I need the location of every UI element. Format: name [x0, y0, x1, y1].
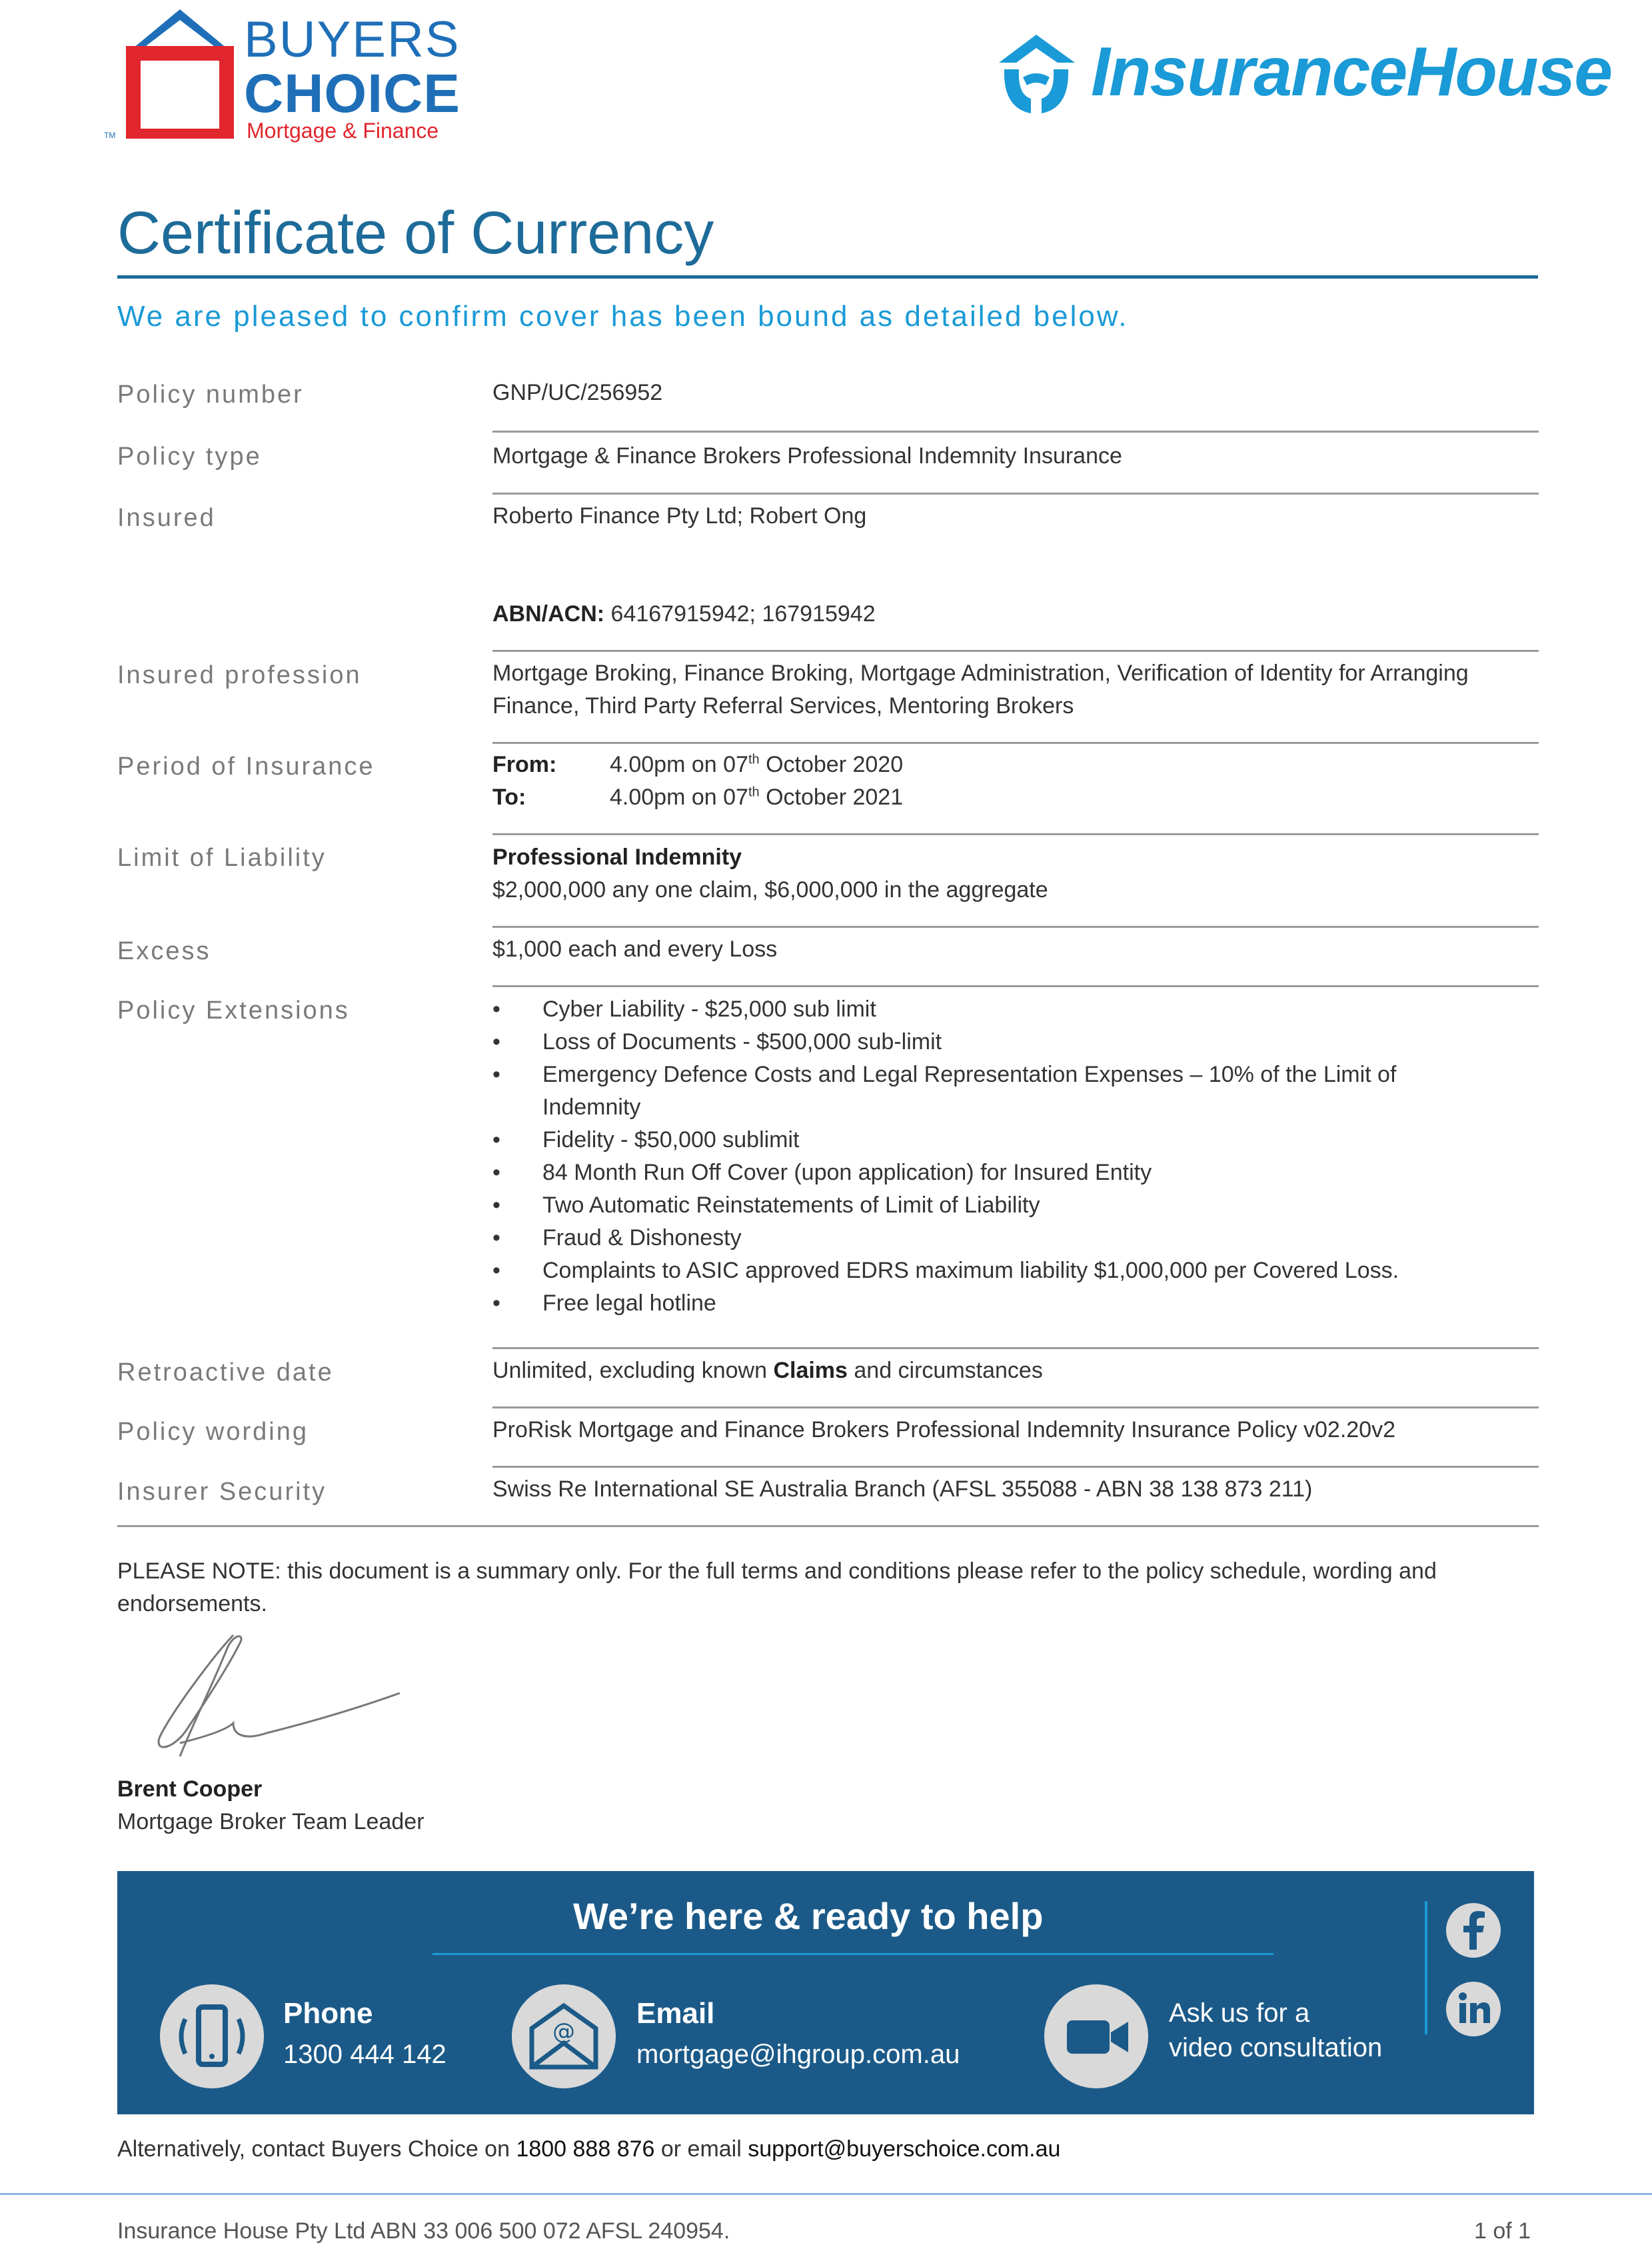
title-divider [117, 275, 1538, 279]
facebook-icon[interactable] [1446, 1903, 1501, 1958]
linkedin-icon[interactable] [1446, 1982, 1501, 2036]
from-date-prefix: 4.00pm on 07 [610, 752, 748, 777]
phone-label: Phone [283, 1997, 373, 2030]
list-item: • Complaints to ASIC approved EDRS maximum liability $1,000,000 per Covered Loss. [492, 1254, 1452, 1287]
retro-value [492, 1354, 1539, 1387]
excess-value: $1,000 each and every Loss [492, 937, 778, 962]
list-item: • Emergency Defence Costs and Legal Representation Expenses – 10% of the Limit of Indemnity [492, 1059, 1452, 1124]
abn-row [492, 598, 1539, 631]
period-label: Period of Insurance [117, 753, 375, 781]
page-number: 1 of 1 [1474, 2218, 1531, 2244]
buyers-choice-line3: Mortgage & Finance [247, 119, 439, 143]
video-line2[interactable]: video consultation [1169, 2033, 1383, 2062]
profession-value: Mortgage Broking, Finance Broking, Mortgage Administration, Verification of Identity for Arranging Finance, Third Party Referral Services, Mentoring Brokers [492, 661, 1469, 719]
alt-contact-email[interactable]: support@buyerschoice.com.au [748, 2136, 1061, 2162]
alt-contact-prefix: Alternatively, contact Buyers Choice on [117, 2136, 516, 2162]
row-divider [492, 431, 1539, 433]
period-from-row [492, 749, 1539, 781]
alternative-contact [117, 2136, 1060, 2162]
row-divider [492, 1466, 1539, 1468]
retro-suffix: and circumstances [847, 1358, 1043, 1383]
email-label: Email [636, 1997, 715, 2030]
row-divider [492, 1347, 1539, 1349]
banner-vertical-divider [1425, 1901, 1427, 2034]
list-item: • Fidelity - $50,000 sublimit [492, 1124, 1452, 1156]
house-logo-icon [120, 5, 240, 139]
banner-divider [432, 1953, 1273, 1955]
buyers-choice-line2: CHOICE [244, 63, 460, 124]
signer-role: Mortgage Broker Team Leader [117, 1809, 424, 1834]
summary-note: PLEASE NOTE: this document is a summary only. For the full terms and conditions please refer to the policy schedule, wording and endorsements. [117, 1558, 1437, 1616]
banner-title: We’re here & ready to help [573, 1895, 1044, 1937]
help-banner [117, 1871, 1534, 2114]
insurance-house-wordmark: InsuranceHouse [1091, 33, 1612, 111]
abn-label: ABN/ACN: [492, 601, 605, 627]
from-date-sup: th [748, 752, 760, 767]
signer-name: Brent Cooper [117, 1776, 263, 1802]
phone-icon [160, 1984, 264, 2088]
retro-label: Retroactive date [117, 1358, 334, 1386]
footer-divider [0, 2193, 1652, 2195]
row-divider [492, 985, 1539, 987]
policy-number-label: Policy number [117, 381, 304, 409]
footer-company-details: Insurance House Pty Ltd ABN 33 006 500 072 AFSL 240954. [117, 2218, 730, 2244]
page-title: Certificate of Currency [117, 200, 714, 267]
list-item: • Loss of Documents - $500,000 sub-limit [492, 1026, 1452, 1059]
row-divider [492, 493, 1539, 495]
insured-label: Insured [117, 504, 216, 532]
table-bottom-divider [117, 1525, 1539, 1527]
limit-label: Limit of Liability [117, 844, 327, 872]
buyers-choice-logo [100, 0, 460, 147]
wording-label: Policy wording [117, 1418, 309, 1446]
extensions-list-container [492, 993, 1452, 1320]
list-item: • Free legal hotline [492, 1287, 1452, 1320]
profession-label: Insured profession [117, 661, 362, 689]
video-camera-icon [1044, 1984, 1148, 2088]
list-item: • Fraud & Dishonesty [492, 1222, 1452, 1254]
phone-number[interactable]: 1300 444 142 [283, 2040, 446, 2069]
row-divider [492, 650, 1539, 652]
email-address[interactable]: mortgage@ihgroup.com.au [636, 2040, 960, 2069]
policy-type-value: Mortgage & Finance Brokers Professional Indemnity Insurance [492, 443, 1122, 469]
security-value: Swiss Re International SE Australia Branch (AFSL 355088 - ABN 38 138 873 211) [492, 1476, 1313, 1502]
page-subtitle: We are pleased to confirm cover has been bound as detailed below. [117, 300, 1129, 333]
row-divider [492, 833, 1539, 835]
to-date-prefix: 4.00pm on 07 [610, 785, 748, 810]
list-item: • Two Automatic Reinstatements of Limit of Liability [492, 1189, 1452, 1222]
limit-value: $2,000,000 any one claim, $6,000,000 in the aggregate [492, 877, 1048, 903]
alt-contact-middle: or email [654, 2136, 748, 2162]
wording-value: ProRisk Mortgage and Finance Brokers Professional Indemnity Insurance Policy v02.20v2 [492, 1417, 1396, 1442]
insured-value: Roberto Finance Pty Ltd; Robert Ong [492, 503, 867, 529]
to-date-sup: th [748, 785, 760, 800]
limit-heading-text: Professional Indemnity [492, 845, 742, 870]
extensions-label: Policy Extensions [117, 997, 350, 1025]
buyers-choice-line1: BUYERS [244, 11, 460, 68]
row-divider [492, 1406, 1539, 1408]
email-icon [512, 1984, 616, 2088]
insurance-house-mark-icon [990, 29, 1083, 123]
insurance-house-logo [990, 27, 1612, 127]
row-divider [492, 742, 1539, 744]
list-item: • 84 Month Run Off Cover (upon application) for Insured Entity [492, 1156, 1452, 1189]
to-label: To: [492, 785, 526, 810]
policy-number-value: GNP/UC/256952 [492, 380, 663, 405]
policy-type-label: Policy type [117, 443, 262, 471]
security-label: Insurer Security [117, 1478, 327, 1506]
svg-text:@: @ [552, 2018, 575, 2045]
abn-value: 64167915942; 167915942 [610, 601, 876, 627]
limit-heading [492, 841, 1539, 874]
trademark-mark: TM [104, 131, 116, 140]
row-divider [492, 926, 1539, 928]
list-item: • Cyber Liability - $25,000 sub limit [492, 993, 1452, 1026]
period-to-row [492, 781, 1539, 814]
to-date-suffix: October 2021 [766, 785, 904, 810]
video-line1[interactable]: Ask us for a [1169, 1998, 1310, 2028]
extensions-list [492, 993, 1452, 1320]
retro-prefix: Unlimited, excluding known [492, 1358, 774, 1383]
from-date-suffix: October 2020 [766, 752, 904, 777]
excess-label: Excess [117, 937, 211, 965]
retro-claims: Claims [773, 1358, 848, 1383]
signature-image [133, 1630, 413, 1763]
alt-contact-phone[interactable]: 1800 888 876 [516, 2136, 655, 2162]
from-label: From: [492, 752, 557, 777]
